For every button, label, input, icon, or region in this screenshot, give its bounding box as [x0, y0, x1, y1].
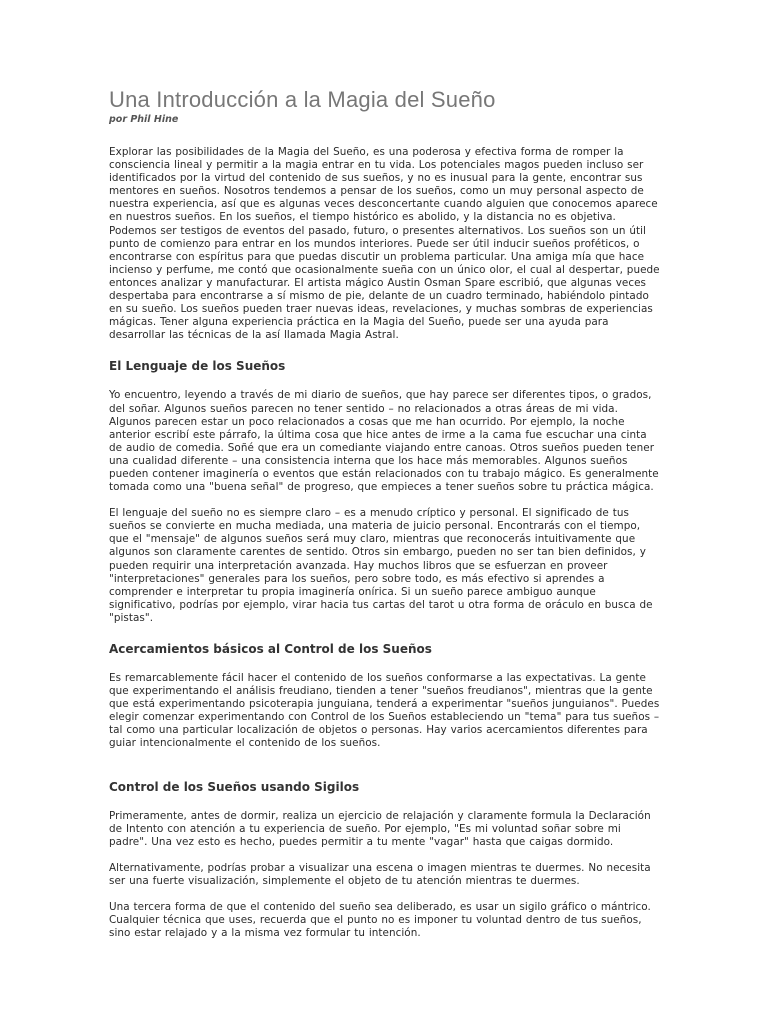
paragraph-acercamientos-1: Es remarcablemente fácil hacer el contenido de los sueños conformarse a las expectativas. La gente que experimentando el análisis freudiano, tienden a tener "sueños freudianos", mientras que la gente que está experimentando psicoterapia junguiana, tenderá a experimentar "sueños junguianos". Puedes elegir comenzar experimentando con Control de los Sueños estableciendo un "tema" para tus sueños – tal como una particular localización de objetos o personas. Hay varios acercamientos diferentes para guiar intencionalmente el contenido de los sueños.	[109, 672, 660, 750]
section-heading-lenguaje: El Lenguaje de los Sueños	[109, 359, 286, 374]
document-page	[109, 86, 661, 953]
intro-paragraph: Explorar las posibilidades de la Magia del Sueño, es una poderosa y efectiva forma de romper la consciencia lineal y permitir a la magia entrar en tu vida. Los potenciales magos pueden incluso ser identificados por la virtud del contenido de sus sueños, y no es inusual para la gente, encontrar sus mentores en sueños. Nosotros tendemos a pensar de los sueños, como un muy personal aspecto de nuestra experiencia, así que es algunas veces desconcertante cuando alguien que conocemos aparece en nuestros sueños. En los sueños, el tiempo histórico es abolido, y la distancia no es objetiva. Podemos ser testigos de eventos del pasado, futuro, o presentes alternativos. Los sueños son un útil punto de comienzo para entrar en los mundos interiores. Puede ser útil inducir sueños proféticos, o encontrarse con espíritus para que puedas discutir un problema particular. Una amiga mía que hace incienso y perfume, me contó que ocasionalmente sueña con un único olor, el cual al despertar, puede entonces analizar y manufacturar. El artista mágico Austin Osman Spare escribió, que algunas veces despertaba para encontrarse a sí mismo de pie, delante de un cuadro terminado, habiéndolo pintado en su sueño. Los sueños pueden traer nuevas ideas, revelaciones, y muchas sombras de experiencias mágicas. Tener alguna experiencia práctica en la Magia del Sueño, puede ser una ayuda para desarrollar las técnicas de la así llamada Magia Astral.	[109, 146, 660, 342]
paragraph-sigilos-2: Alternativamente, podrías probar a visualizar una escena o imagen mientras te duermes. No necesita ser una fuerte visualización, simplemente el objeto de tu atención mientras te duermes.	[109, 861, 651, 887]
paragraph-lenguaje-1: Yo encuentro, leyendo a través de mi diario de sueños, que hay parece ser diferentes tipos, o grados, del soñar. Algunos sueños parecen no tener sentido – no relacionados a otras áreas de mi vida. Algunos parecen estar un poco relacionados a cosas que me han ocurrido. Por ejemplo, la noche anterior escribí este párrafo, la última cosa que hice antes de irme a la cama fue escuchar una cinta de audio de comedia. Soñé que era un comediante viajando entre canoas. Otros sueños pueden tener una cualidad diferente – una consistencia interna que los hace más memorables. Algunos sueños pueden contener imaginería o eventos que están relacionados con tu trabajo mágico. Es generalmente tomada como una "buena señal" de progreso, que empieces a tener sueños sobre tu práctica mágica.	[109, 389, 659, 494]
paragraph-lenguaje-2: El lenguaje del sueño no es siempre claro – es a menudo críptico y personal. El significado de tus sueños se convierte en mucha mediada, una materia de juicio personal. Encontrarás con el tiempo, que el "mensaje" de algunos sueños será muy claro, mientras que reconocerás intuitivamente que algunos son claramente carentes de sentido. Otros sin embargo, pueden no ser tan bien definidos, y pueden requirir una interpretación avanzada. Hay muchos libros que se esfuerzan en proveer "interpretaciones" generales para los sueños, pero sobre todo, es más efectivo si aprendes a comprender e interpretar tu propia imaginería onírica. Si un sueño parece ambiguo aunque significativo, podrías por ejemplo, virar hacia tus cartas del tarot u otra forma de oráculo en busca de "pistas".	[109, 507, 653, 624]
document-author: por Phil Hine	[109, 114, 179, 125]
document-title: Una Introducción a la Magia del Sueño	[109, 87, 496, 112]
section-heading-acercamientos: Acercamientos básicos al Control de los Sueños	[109, 642, 432, 656]
paragraph-sigilos-3: Una tercera forma de que el contenido del sueño sea deliberado, es usar un sigilo gráfico o mántrico. Cualquier técnica que uses, recuerda que el punto no es imponer tu voluntad dentro de tus sueños, sino estar relajado y a la misma vez formular tu intención.	[109, 901, 651, 940]
section-heading-sigilos: Control de los Sueños usando Sigilos	[109, 779, 360, 794]
paragraph-sigilos-1: Primeramente, antes de dormir, realiza un ejercicio de relajación y claramente formula la Declaración de Intento con atención a tu experiencia de sueño. Por ejemplo, "Es mi voluntad soñar sobre mi padre". Una vez esto es hecho, puedes permitir a tu mente "vagar" hasta que caigas dormido.	[109, 809, 651, 848]
